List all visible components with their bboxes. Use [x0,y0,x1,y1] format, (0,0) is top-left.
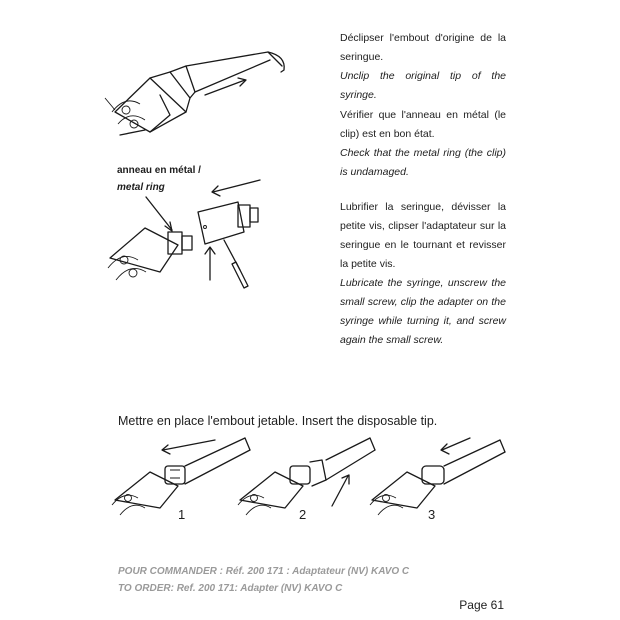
step-number-2: 2 [299,507,307,522]
page-number: Page 61 [459,598,504,612]
order-reference-fr: POUR COMMANDER : Réf. 200 171 : Adaptateur (NV) KAVO C [118,566,410,577]
instruction-2-en: Check that the metal ring (the clip) is undamaged. [340,147,506,178]
instruction-2 [340,106,506,182]
order-reference [118,563,409,597]
instruction-2-fr: Vérifier que l'anneau en métal (le clip) est en bon état. [340,109,506,140]
instruction-3 [340,198,506,350]
step-number-1: 1 [178,507,186,522]
instruction-1 [340,29,506,105]
instruction-3-fr: Lubrifier la seringue, dévisser la petite vis, clipser l'adaptateur sur la seringue en le tournant et revisser la petite vis. [340,201,506,270]
step-number-3: 3 [428,507,436,522]
instruction-3-en: Lubricate the syringe, unscrew the small screw, clip the adapter on the syringe while turning it, and screw again the small screw. [340,277,506,346]
instruction-1-fr: Déclipser l'embout d'origine de la seringue. [340,32,506,63]
metal-ring-label-en: metal ring [117,182,165,193]
order-reference-en: TO ORDER: Ref. 200 171: Adapter (NV) KAVO C [118,583,343,594]
metal-ring-label [117,162,201,196]
insert-tip-title: Mettre en place l'embout jetable. Insert the disposable tip. [118,414,438,428]
metal-ring-label-fr: anneau en métal / [117,165,201,176]
instruction-1-en: Unclip the original tip of the syringe. [340,70,506,101]
